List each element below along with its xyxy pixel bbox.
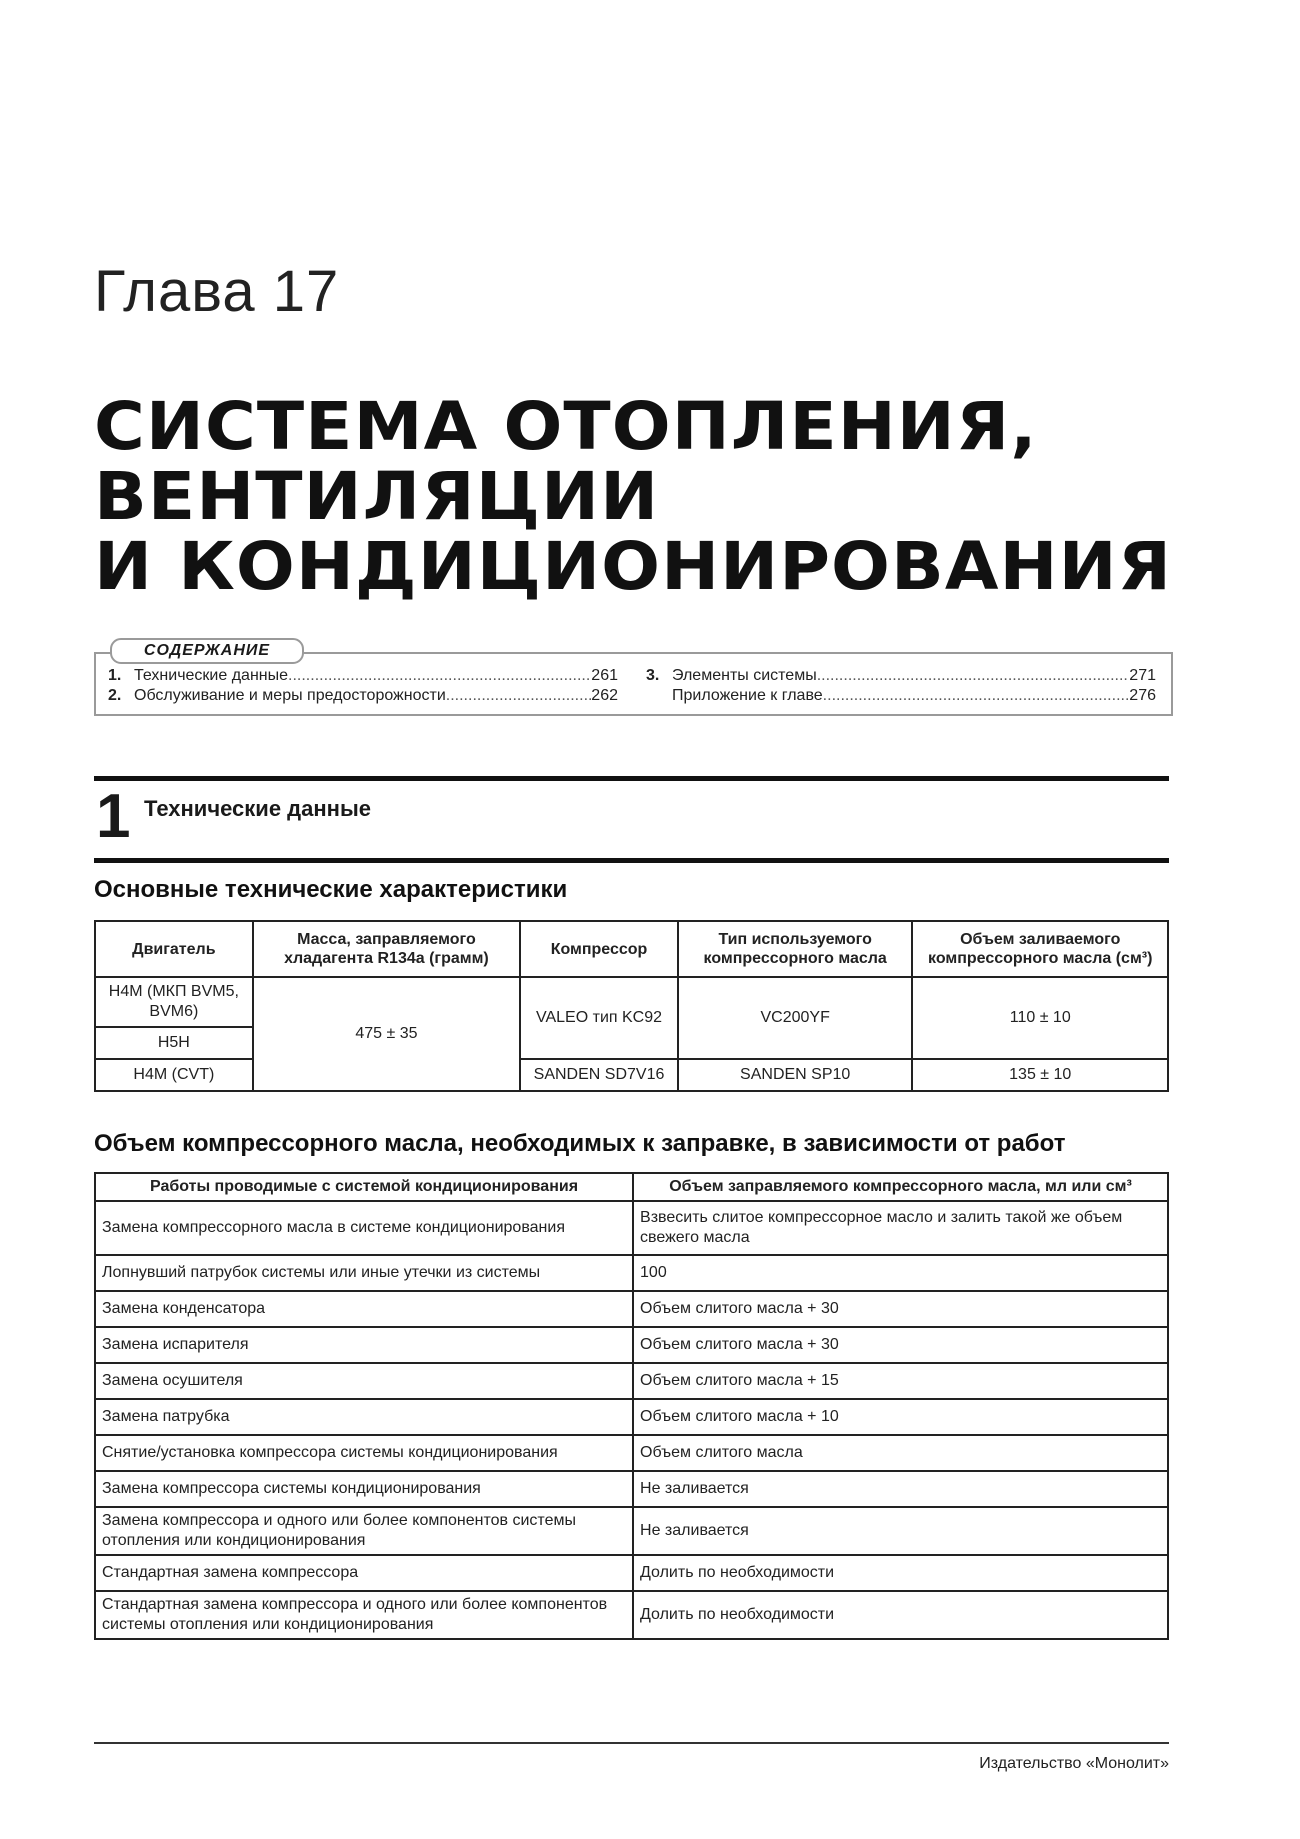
table-row	[95, 1435, 1168, 1471]
volume-cell: Объем слитого масла + 30	[633, 1327, 1168, 1363]
engine-cell: H4M (CVT)	[95, 1059, 253, 1091]
oil-heading: Объем компрессорного масла, необходимых к заправке, в зависимости от работ	[94, 1130, 1066, 1157]
volume-cell: Долить по необходимости	[633, 1555, 1168, 1591]
toc-leader	[288, 666, 591, 686]
table-row	[95, 1291, 1168, 1327]
volume-cell: Не заливается	[633, 1507, 1168, 1555]
toc-entry-number	[646, 686, 672, 706]
toc-entry-number: 2.	[108, 687, 122, 704]
table-header-row	[95, 921, 1168, 977]
table-row	[95, 977, 1168, 1027]
chapter-title	[94, 388, 1194, 605]
volume-cell: Объем слитого масла	[633, 1435, 1168, 1471]
table-row	[95, 1471, 1168, 1507]
compressor-cell: VALEO тип KC92	[520, 977, 678, 1059]
section-title: Технические данные	[144, 796, 371, 821]
oil-type-cell: SANDEN SP10	[678, 1059, 913, 1091]
work-cell: Замена испарителя	[95, 1327, 633, 1363]
title-line: СИСТЕМА ОТОПЛЕНИЯ,	[94, 388, 1038, 465]
section-rule-top	[94, 776, 1169, 781]
volume-cell: Объем слитого масла + 15	[633, 1363, 1168, 1399]
toc-entry-text: Элементы системы	[672, 667, 817, 684]
toc-entry-page: 262	[591, 687, 618, 704]
volume-cell: Объем слитого масла + 10	[633, 1399, 1168, 1435]
volume-cell: Долить по необходимости	[633, 1591, 1168, 1639]
work-cell: Замена конденсатора	[95, 1291, 633, 1327]
oil-volume-cell: 110 ± 10	[912, 977, 1168, 1059]
refrigerant-mass-cell: 475 ± 35	[253, 977, 520, 1091]
table-row	[95, 1255, 1168, 1291]
table-row	[95, 1201, 1168, 1255]
table-row	[95, 1327, 1168, 1363]
toc-entry-text: Технические данные	[134, 667, 289, 684]
work-cell: Стандартная замена компрессора и одного или более компонентов системы отопления или кондиционирования	[95, 1591, 633, 1639]
oil-table	[94, 1172, 1169, 1640]
title-line: И КОНДИЦИОНИРОВАНИЯ	[94, 528, 1173, 605]
toc-entry-text: Приложение к главе	[672, 687, 823, 704]
work-cell: Замена патрубка	[95, 1399, 633, 1435]
toc-entry-page: 276	[1129, 687, 1156, 704]
column-header: Объем заправляемого компрессорного масла, мл или см³	[633, 1173, 1168, 1201]
toc-entry-number: 1.	[108, 667, 122, 684]
toc-entry-page: 271	[1129, 667, 1156, 684]
table-header-row	[95, 1173, 1168, 1201]
toc-leader	[446, 686, 592, 706]
toc-entry-text: Обслуживание и меры предосторожности	[134, 687, 446, 704]
table-row	[95, 1555, 1168, 1591]
section-number: 1	[96, 782, 131, 851]
publisher-footer: Издательство «Монолит»	[979, 1755, 1169, 1772]
compressor-cell: SANDEN SD7V16	[520, 1059, 678, 1091]
title-line: ВЕНТИЛЯЦИИ	[94, 458, 660, 535]
work-cell: Замена компрессора и одного или более компонентов системы отопления или кондиционирования	[95, 1507, 633, 1555]
column-header: Двигатель	[95, 921, 253, 977]
toc-leader	[817, 666, 1130, 686]
work-cell: Замена компрессора системы кондиционирования	[95, 1471, 633, 1507]
section-rule-bottom	[94, 858, 1169, 863]
engine-cell: H4M (МКП BVM5, BVM6)	[95, 977, 253, 1027]
specs-table	[94, 920, 1169, 1092]
table-row	[95, 1399, 1168, 1435]
toc-entry[interactable]	[646, 686, 1156, 706]
table-row	[95, 1591, 1168, 1639]
work-cell: Стандартная замена компрессора	[95, 1555, 633, 1591]
work-cell: Лопнувший патрубок системы или иные утечки из системы	[95, 1255, 633, 1291]
toc-entry-page: 261	[591, 667, 618, 684]
volume-cell: Взвесить слитое компрессорное масло и залить такой же объем свежего масла	[633, 1201, 1168, 1255]
column-header: Работы проводимые с системой кондиционирования	[95, 1173, 633, 1201]
column-header: Объем заливаемого компрессорного масла (см³)	[912, 921, 1168, 977]
work-cell: Замена компрессорного масла в системе кондиционирования	[95, 1201, 633, 1255]
work-cell: Снятие/установка компрессора системы кондиционирования	[95, 1435, 633, 1471]
footer-rule	[94, 1742, 1169, 1744]
toc-entry[interactable]	[108, 686, 618, 706]
column-header: Тип используемого компрессорного масла	[678, 921, 913, 977]
table-row	[95, 1363, 1168, 1399]
column-header: Масса, заправляемого хладагента R134a (грамм)	[253, 921, 520, 977]
toc-label: СОДЕРЖАНИЕ	[110, 638, 304, 664]
table-row	[95, 1507, 1168, 1555]
toc-leader	[823, 686, 1130, 706]
toc-entry[interactable]	[646, 666, 1156, 686]
oil-type-cell: VC200YF	[678, 977, 913, 1059]
volume-cell: Не заливается	[633, 1471, 1168, 1507]
chapter-label: Глава 17	[94, 259, 340, 324]
engine-cell: H5H	[95, 1027, 253, 1059]
toc-entry[interactable]	[108, 666, 618, 686]
column-header: Компрессор	[520, 921, 678, 977]
oil-volume-cell: 135 ± 10	[912, 1059, 1168, 1091]
toc-entry-number: 3.	[646, 667, 660, 684]
specs-heading: Основные технические характеристики	[94, 876, 568, 903]
volume-cell: 100	[633, 1255, 1168, 1291]
volume-cell: Объем слитого масла + 30	[633, 1291, 1168, 1327]
work-cell: Замена осушителя	[95, 1363, 633, 1399]
